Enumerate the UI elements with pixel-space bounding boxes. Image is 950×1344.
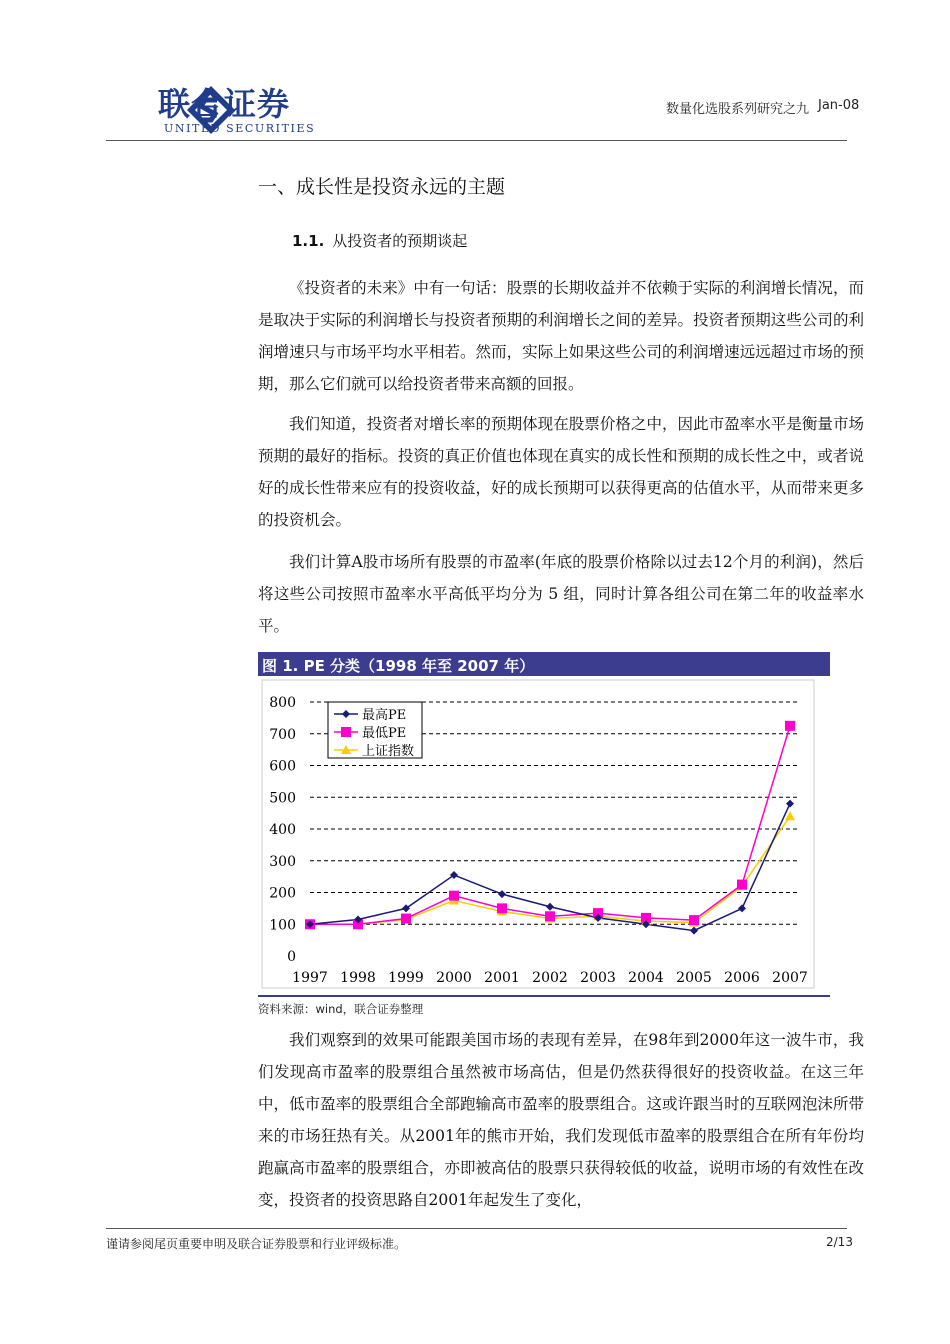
x-tick-label: 2007 — [772, 970, 808, 986]
x-tick-label: 1998 — [340, 970, 376, 986]
report-series: 数量化选股系列研究之九 — [666, 102, 810, 117]
figure-title: 图 1. PE 分类（1998 年至 2007 年） — [262, 657, 535, 675]
logo-english-name: UNITED SECURITIES — [164, 122, 316, 135]
y-tick-label: 100 — [269, 917, 296, 934]
y-tick-label: 700 — [269, 726, 296, 743]
paragraph-4: 我们观察到的效果可能跟美国市场的表现有差异，在98年到2000年这一波牛市，我们发现高市盈率的股票组合虽然被市场高估，但是仍然获得很好的投资收益。在这三年中，低市盈率的股票组合全部跑输高市盈率的股票组合。这或许跟当时的互联网泡沫所带来的市场狂热有关。从2001年的熊市开始，我们发现低市盈率的股票组合在所有年份均跑赢高市盈率的股票组合，亦即被高估的股票只获得较低的收益，说明市场的有效性在改变，投资者的投资思路自2001年起发生了变化， — [258, 1031, 864, 1209]
y-tick-label: 0 — [287, 949, 296, 965]
y-tick-label: 500 — [269, 790, 296, 807]
figure-source: 资料来源：wind，联合证券整理 — [258, 1002, 424, 1016]
report-date: Jan-08 — [818, 98, 860, 113]
data-point — [785, 721, 795, 731]
logo-chinese-name: 联合证券 — [158, 85, 291, 123]
legend-label: 上证指数 — [362, 744, 415, 759]
data-point — [497, 903, 507, 913]
data-point — [545, 911, 555, 921]
page-number: 2/13 — [826, 1235, 853, 1249]
x-tick-label: 2002 — [532, 970, 568, 986]
x-tick-label: 2006 — [724, 970, 760, 986]
x-tick-label: 2004 — [628, 970, 664, 986]
data-point — [401, 914, 411, 924]
figure-bottom-rule — [258, 995, 830, 997]
paragraph-1: 《投资者的未来》中有一句话：股票的长期收益并不依赖于实际的利润增长情况，而是取决于实际的利润增长与投资者预期的利润增长之间的差异。投资者预期这些公司的利润增速只与市场平均水平相若。然而，实际上如果这些公司的利润增速远远超过市场的预期，那么它们就可以给投资者带来高额的回报。 — [258, 279, 864, 393]
data-point — [449, 891, 459, 901]
legend-label: 最高PE — [362, 708, 407, 723]
y-tick-label: 300 — [269, 853, 296, 870]
x-tick-label: 2003 — [580, 970, 616, 986]
x-tick-label: 2000 — [436, 970, 472, 986]
header-rule — [106, 140, 847, 141]
footer-rule — [106, 1228, 847, 1229]
subsection-heading — [292, 230, 467, 251]
x-tick-label: 1999 — [388, 970, 424, 986]
data-point — [737, 880, 747, 890]
subsection-title: 从投资者的预期谈起 — [332, 232, 468, 250]
x-tick-label: 2001 — [484, 970, 520, 986]
y-tick-label: 200 — [269, 885, 296, 902]
paragraph-3: 我们计算A股市场所有股票的市盈率(年底的股票价格除以过去12个月的利润)，然后将这些公司按照市盈率水平高低平均分为 5 组，同时计算各组公司在第二年的收益率水平。 — [258, 553, 864, 635]
legend-marker — [341, 727, 351, 737]
x-tick-label: 2005 — [676, 970, 712, 986]
data-point — [689, 915, 699, 925]
footer-disclaimer: 谨请参阅尾页重要申明及联合证券股票和行业评级标准。 — [106, 1237, 407, 1251]
x-tick-label: 1997 — [292, 970, 328, 986]
pe-line-chart — [258, 676, 830, 992]
section-heading: 一、成长性是投资永远的主题 — [258, 176, 506, 198]
y-tick-label: 400 — [269, 822, 296, 838]
y-tick-label: 600 — [269, 758, 296, 775]
paragraph-2: 我们知道，投资者对增长率的预期体现在股票价格之中，因此市盈率水平是衡量市场预期的最好的指标。投资的真正价值也体现在真实的成长性和预期的成长性之中，或者说好的成长性带来应有的投资收益，好的成长预期可以获得更高的估值水平，从而带来更多的投资机会。 — [258, 415, 864, 529]
subsection-number: 1.1. — [292, 232, 325, 250]
y-tick-label: 800 — [269, 695, 296, 711]
legend-label: 最低PE — [362, 726, 407, 741]
